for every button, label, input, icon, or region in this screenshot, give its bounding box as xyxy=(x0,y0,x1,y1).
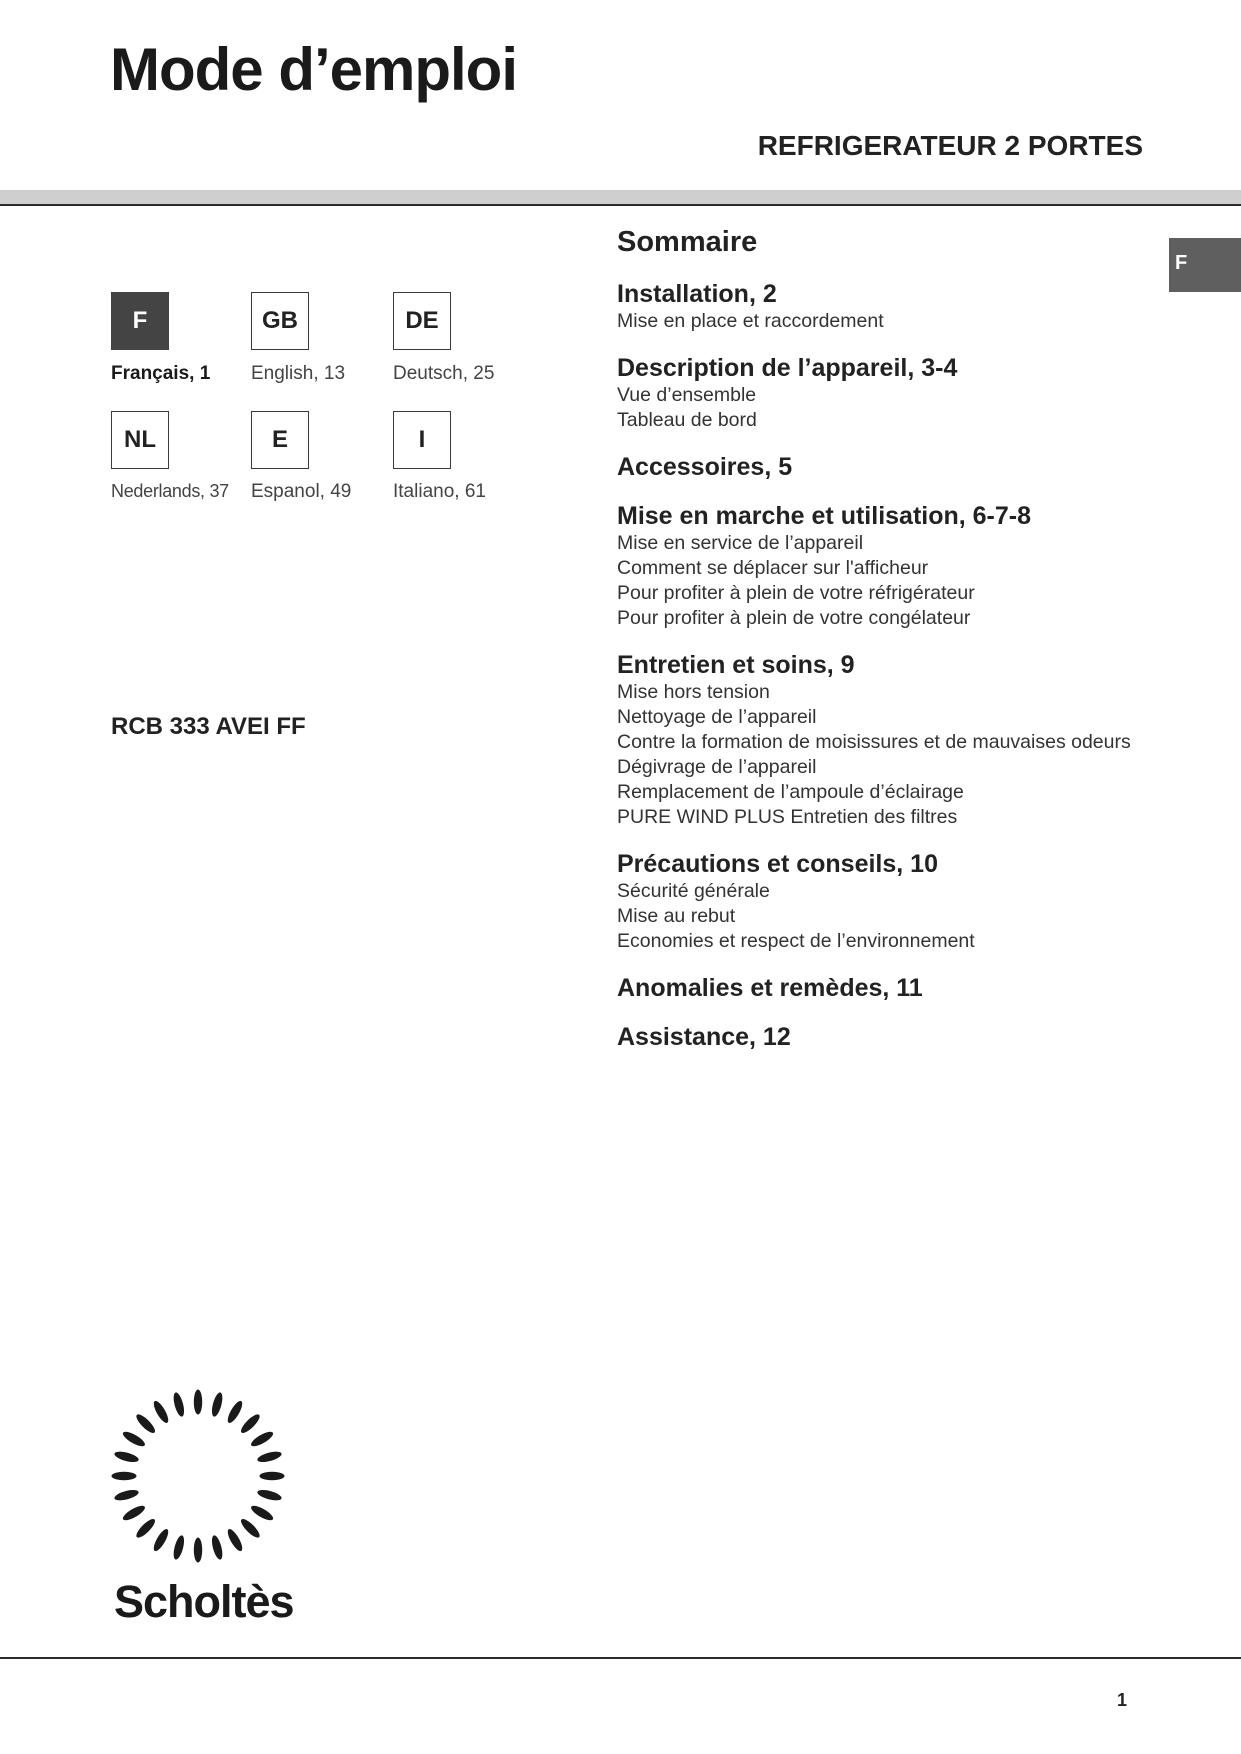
toc-section xyxy=(617,452,1177,482)
logo-ray xyxy=(225,1399,245,1425)
toc-section xyxy=(617,501,1177,631)
toc-item[interactable]: Economies et respect de l’environnement xyxy=(617,930,975,952)
toc-item[interactable]: Nettoyage de l’appareil xyxy=(617,706,817,728)
toc-item[interactable]: Mise en place et raccordement xyxy=(617,310,884,332)
logo-ray xyxy=(134,1517,158,1541)
toc-item[interactable]: Mise au rebut xyxy=(617,905,736,927)
toc-item[interactable]: Mise en service de l’appareil xyxy=(617,532,864,554)
footer-divider xyxy=(0,1657,1241,1659)
lang-box-i[interactable]: I xyxy=(393,411,451,469)
toc-item[interactable]: Pour profiter à plein de votre congélateur xyxy=(617,607,971,629)
page-title: Mode d’emploi xyxy=(110,36,517,103)
logo-ray xyxy=(256,1450,282,1465)
logo-ray xyxy=(256,1488,282,1503)
header-band xyxy=(0,190,1241,204)
logo-ray xyxy=(172,1391,187,1417)
toc-item[interactable]: PURE WIND PLUS Entretien des filtres xyxy=(617,806,958,828)
toc-item[interactable]: Sécurité générale xyxy=(617,880,770,902)
toc-item[interactable]: Contre la formation de moisissures et de mauvaises odeurs xyxy=(617,731,1131,753)
table-of-contents xyxy=(617,226,1177,1071)
lang-label-i[interactable]: Italiano, 61 xyxy=(393,481,486,502)
logo-ray xyxy=(194,1538,202,1563)
logo-ray xyxy=(121,1429,147,1449)
logo-ray xyxy=(112,1472,137,1480)
lang-label-e[interactable]: Espanol, 49 xyxy=(251,481,352,502)
language-side-tab: F xyxy=(1169,238,1241,292)
logo-ray xyxy=(249,1429,275,1449)
lang-label-nl[interactable]: Nederlands, 37 xyxy=(111,481,229,501)
toc-section-title[interactable]: Installation, 2 xyxy=(617,280,777,308)
toc-item[interactable]: Pour profiter à plein de votre réfrigérateur xyxy=(617,582,975,604)
page-number: 1 xyxy=(1117,1690,1128,1710)
logo-ray xyxy=(249,1503,275,1523)
toc-item[interactable]: Comment se déplacer sur l'afficheur xyxy=(617,557,929,579)
toc-item[interactable]: Tableau de bord xyxy=(617,409,757,431)
toc-section xyxy=(617,279,1177,334)
product-type: REFRIGERATEUR 2 PORTES xyxy=(757,130,1143,161)
toc-section xyxy=(617,650,1177,830)
toc-section-title[interactable]: Assistance, 12 xyxy=(617,1023,791,1051)
sunburst-logo-icon xyxy=(110,1388,286,1564)
toc-section xyxy=(617,353,1177,433)
lang-box-e[interactable]: E xyxy=(251,411,309,469)
toc-item[interactable]: Dégivrage de l’appareil xyxy=(617,756,817,778)
toc-section xyxy=(617,849,1177,954)
toc-item[interactable]: Vue d’ensemble xyxy=(617,384,757,406)
toc-section-title[interactable]: Anomalies et remèdes, 11 xyxy=(617,974,923,1002)
logo-ray xyxy=(134,1412,158,1436)
toc-heading: Sommaire xyxy=(617,226,758,258)
logo-ray xyxy=(113,1450,139,1465)
toc-section-title[interactable]: Précautions et conseils, 10 xyxy=(617,850,938,878)
header-divider xyxy=(0,204,1241,206)
lang-label-gb[interactable]: English, 13 xyxy=(251,363,346,384)
lang-label-de[interactable]: Deutsch, 25 xyxy=(393,363,495,384)
lang-box-f[interactable]: F xyxy=(111,292,169,350)
logo-ray xyxy=(172,1534,187,1560)
logo-ray xyxy=(239,1412,263,1436)
logo-ray xyxy=(113,1488,139,1503)
toc-section-title[interactable]: Accessoires, 5 xyxy=(617,453,793,481)
toc-section xyxy=(617,1022,1177,1052)
logo-ray xyxy=(210,1534,225,1560)
logo-ray xyxy=(210,1391,225,1417)
toc-section-title[interactable]: Mise en marche et utilisation, 6-7-8 xyxy=(617,502,1032,530)
logo-ray xyxy=(239,1517,263,1541)
lang-label-f[interactable]: Français, 1 xyxy=(111,363,211,384)
toc-item[interactable]: Remplacement de l’ampoule d’éclairage xyxy=(617,781,964,803)
lang-box-gb[interactable]: GB xyxy=(251,292,309,350)
brand-name: Scholtès xyxy=(114,1576,294,1627)
lang-box-de[interactable]: DE xyxy=(393,292,451,350)
logo-ray xyxy=(260,1472,285,1480)
lang-box-nl[interactable]: NL xyxy=(111,411,169,469)
logo-ray xyxy=(121,1503,147,1523)
toc-section xyxy=(617,973,1177,1003)
logo-ray xyxy=(151,1399,171,1425)
model-number: RCB 333 AVEI FF xyxy=(111,713,306,740)
toc-section-title[interactable]: Description de l’appareil, 3-4 xyxy=(617,354,958,382)
toc-item[interactable]: Mise hors tension xyxy=(617,681,770,703)
logo-ray xyxy=(151,1527,171,1553)
logo-ray xyxy=(225,1527,245,1553)
toc-section-title[interactable]: Entretien et soins, 9 xyxy=(617,651,855,679)
logo-ray xyxy=(194,1390,202,1415)
